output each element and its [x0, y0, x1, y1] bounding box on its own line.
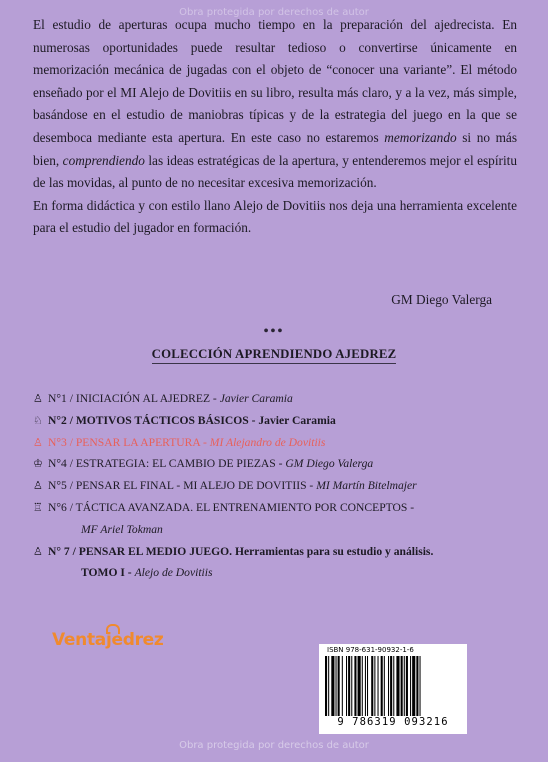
list-item: [33, 388, 523, 410]
item-number: N° 7 /: [48, 544, 76, 558]
item-title: TÁCTICA AVANZADA. EL ENTRENAMIENTO POR CONCEPTOS -: [75, 500, 415, 514]
intro-text: [33, 14, 517, 240]
barcode-bar: [358, 656, 361, 716]
collection-list: [33, 388, 523, 584]
list-item: [33, 497, 523, 519]
barcode-bar: [401, 656, 403, 716]
item-number: N°4 /: [48, 457, 73, 471]
list-item-continuation: [33, 562, 523, 584]
item-subtitle: TOMO I -: [81, 566, 132, 580]
watermark-top: Obra protegida por derechos de autor: [179, 7, 369, 18]
intro-paragraph-2: En forma didáctica y con estilo llano Alejo de Dovitiis nos deja una herramienta excelente para el estudio del jugador en formación.: [33, 197, 517, 236]
barcode-bar: [367, 656, 368, 716]
intro-text-part: si no más bien,: [33, 129, 518, 168]
pawn-icon: ♙: [33, 435, 43, 449]
barcode-bar: [325, 656, 327, 716]
barcode-bar: [354, 656, 356, 716]
barcode-bar: [410, 656, 411, 716]
item-number: N°1 /: [48, 392, 73, 405]
knight-icon: ♘: [33, 413, 43, 427]
intro-text-part: las ideas estratégicas de la apertura, y entenderemos mejor el espíritu de las movidas, al punto de no necesitar excesiva memorización.: [33, 152, 517, 191]
item-author: MI Martín Bitelmajer: [316, 479, 417, 493]
barcode: [319, 644, 467, 734]
list-item-current: [33, 432, 523, 454]
item-author: MF Ariel Tokman: [81, 522, 163, 536]
pawn-icon: ♙: [33, 544, 43, 558]
pawn-icon: ♙: [33, 479, 43, 493]
barcode-bar: [416, 656, 418, 716]
publisher-logo: Ventajedrez: [52, 630, 164, 650]
item-number: N°2 /: [48, 413, 73, 427]
barcode-bar: [384, 656, 385, 716]
intro-text-part: El estudio de aperturas ocupa mucho tiempo en la preparación del ajedrecista. En numerosas oportunidades puede resultar tedioso o convertirse únicamente en memorización mecánica de jugadas con el objeto de “conocer una variante”. El método enseñado por el MI Alejo de Dovitiis en su libro, resulta más claro, y a la vez, más simple, basándose en el estudio de maniobras típicas y de la estrategia del juego en la que se desemboca mediante esta apertura. En este caso no estaremos: [33, 17, 517, 145]
barcode-bar: [365, 656, 366, 716]
barcode-bar: [331, 656, 334, 716]
intro-paragraph-1: [33, 14, 517, 195]
barcode-bar: [393, 656, 394, 716]
signature: GM Diego Valerga: [391, 292, 492, 307]
isbn-label: ISBN 978-631-90932-1-6: [327, 646, 414, 654]
item-number: N°6 /: [48, 500, 73, 514]
item-author: Javier Caramia: [258, 413, 336, 427]
item-number: N°5 /: [48, 479, 73, 493]
barcode-bar: [342, 656, 343, 716]
barcode-bar: [371, 656, 373, 716]
barcode-bar: [420, 656, 421, 716]
list-item-continuation: [33, 519, 523, 541]
list-item: [33, 475, 523, 497]
barcode-digits: 9 786319 093216: [337, 716, 449, 728]
barcode-bar: [348, 656, 350, 716]
item-author: GM Diego Valerga: [285, 457, 374, 471]
barcode-bar: [381, 656, 383, 716]
pawn-icon: ♙: [33, 392, 43, 405]
collection-title-text: COLECCIÓN APRENDIENDO AJEDREZ: [152, 347, 397, 364]
barcode-bar: [396, 656, 399, 716]
emphasis-comprendiendo: comprendiendo: [62, 152, 145, 168]
item-title: PENSAR LA APERTURA -: [75, 435, 207, 449]
item-number: N°3 /: [48, 435, 73, 449]
barcode-bar: [338, 656, 340, 716]
list-item: [33, 541, 523, 563]
barcode-bars: [323, 656, 463, 716]
barcode-bar: [412, 656, 415, 716]
barcode-bar: [388, 656, 389, 716]
rook-icon: ♖: [33, 500, 43, 514]
watermark-bottom: Obra protegida por derechos de autor: [179, 740, 369, 751]
barcode-bar: [404, 656, 405, 716]
item-author: MI Alejandro de Dovitiis: [209, 435, 326, 449]
item-author: Alejo de Dovitiis: [134, 566, 213, 580]
emphasis-memorizando: memorizando: [384, 129, 457, 145]
barcode-bar: [374, 656, 375, 716]
item-title: PENSAR EL MEDIO JUEGO. Herramientas para su estudio y análisis.: [78, 544, 434, 558]
barcode-bar: [406, 656, 408, 716]
barcode-bar: [328, 656, 329, 716]
item-title: PENSAR EL FINAL - MI ALEJO DE DOVITIIS -: [75, 479, 314, 493]
barcode-bar: [336, 656, 337, 716]
list-item: [33, 410, 523, 432]
collection-title: [0, 347, 548, 362]
separator-dots: •••: [263, 324, 285, 339]
king-icon: ♔: [33, 457, 43, 471]
item-title: MOTIVOS TÁCTICOS BÁSICOS -: [75, 413, 256, 427]
item-title: INICIACIÓN AL AJEDREZ -: [75, 392, 217, 405]
barcode-bar: [390, 656, 392, 716]
item-author: Javier Caramia: [219, 392, 293, 405]
list-item: [33, 453, 523, 475]
barcode-bar: [362, 656, 363, 716]
item-title: ESTRATEGIA: EL CAMBIO DE PIEZAS -: [75, 457, 283, 471]
barcode-bar: [351, 656, 352, 716]
barcode-bar: [346, 656, 347, 716]
barcode-bar: [378, 656, 379, 716]
